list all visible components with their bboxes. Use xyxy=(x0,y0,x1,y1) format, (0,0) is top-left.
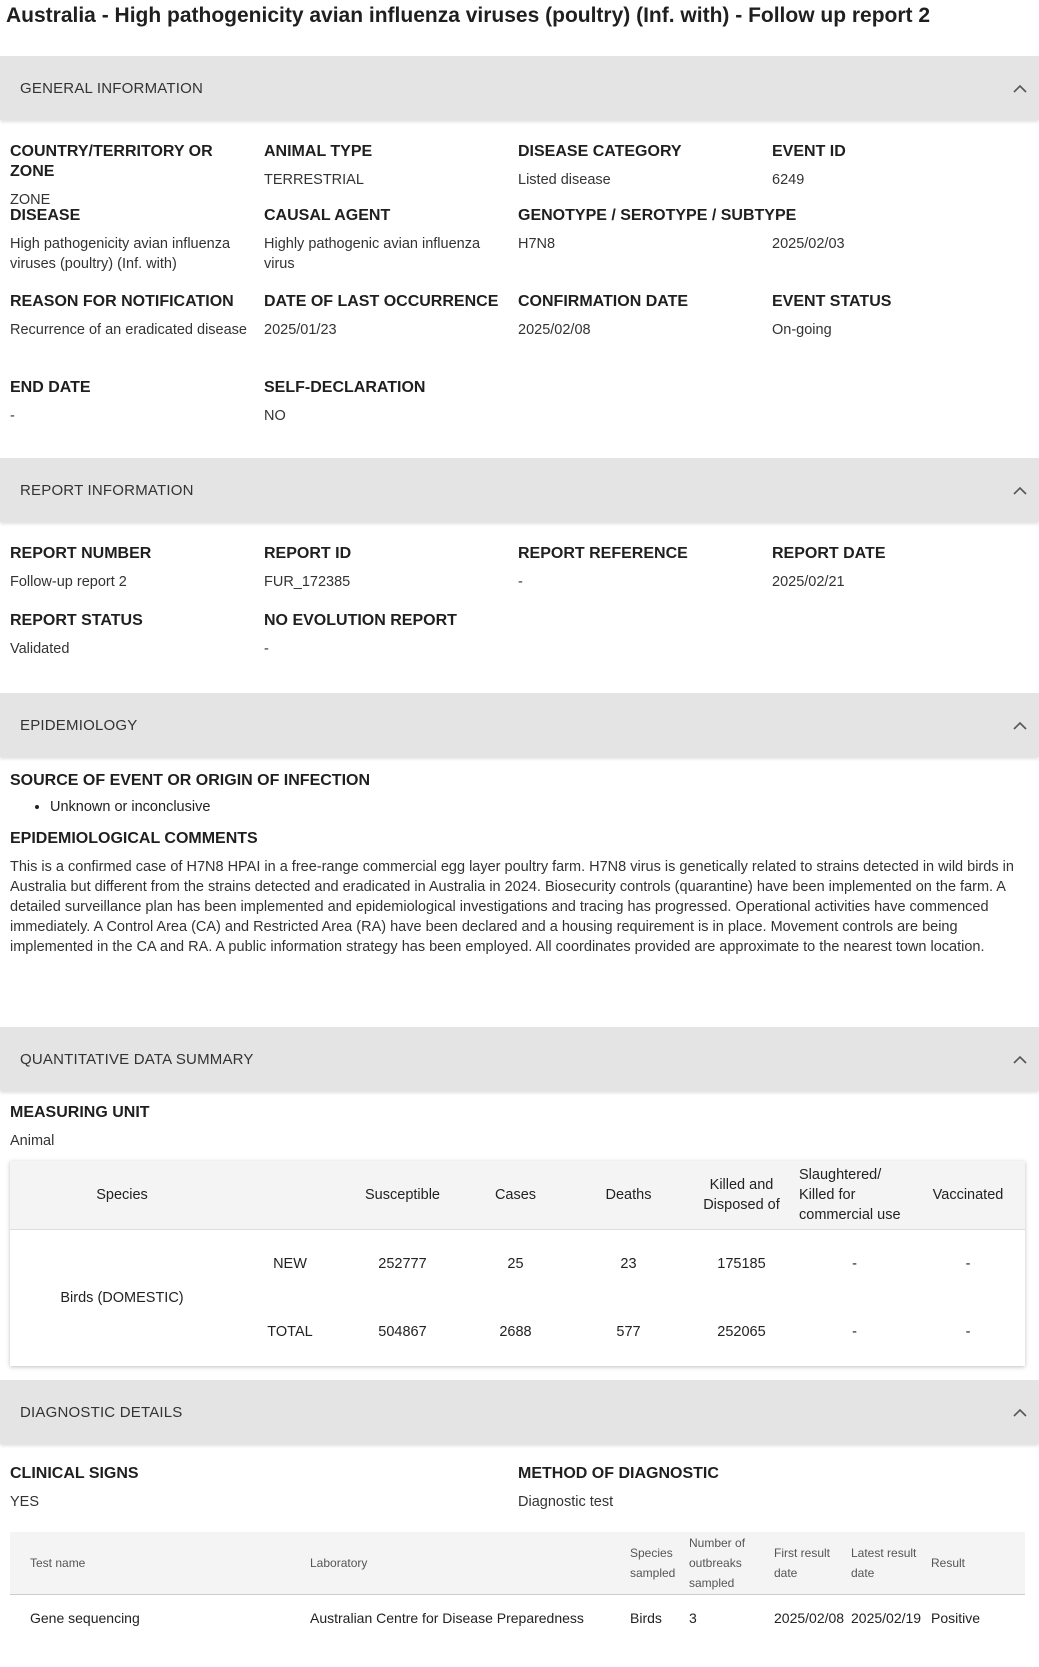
section-header-quantitative[interactable] xyxy=(0,1027,1039,1091)
field-label: REPORT REFERENCE xyxy=(518,545,688,562)
table-cell: Australian Centre for Disease Preparedness xyxy=(310,1610,584,1626)
field-label: CAUSAL AGENT xyxy=(264,207,391,224)
column-header: Species xyxy=(10,1161,234,1230)
quantitative-table-wrap xyxy=(10,1161,1025,1366)
chevron-up-icon[interactable] xyxy=(1011,1403,1029,1421)
column-header: Susceptible xyxy=(346,1161,459,1230)
section-header-diagnostic[interactable] xyxy=(0,1380,1039,1444)
field-label: METHOD OF DIAGNOSTIC xyxy=(518,1465,719,1482)
section-title: DIAGNOSTIC DETAILS xyxy=(20,1403,183,1421)
field-value: Animal xyxy=(10,1133,55,1149)
field-label: REPORT NUMBER xyxy=(10,545,152,562)
table-row xyxy=(10,1230,1025,1299)
table-cell: 2025/02/08 xyxy=(774,1610,845,1626)
quantitative-table xyxy=(10,1161,1025,1366)
column-header: Slaughtered/ Killed for commercial use xyxy=(798,1161,911,1230)
field-value: YES xyxy=(10,1494,40,1510)
section-title: QUANTITATIVE DATA SUMMARY xyxy=(20,1050,254,1068)
field-label: REASON FOR NOTIFICATION xyxy=(10,293,234,310)
section-title: GENERAL INFORMATION xyxy=(20,79,203,97)
field-value: Diagnostic test xyxy=(518,1494,614,1510)
table-cell: 577 xyxy=(616,1324,641,1340)
table-cell: 25 xyxy=(507,1256,524,1272)
table-cell: 252065 xyxy=(717,1324,766,1340)
diagnostic-table-wrap xyxy=(10,1532,1025,1641)
source-list xyxy=(10,799,1029,815)
field-label: CONFIRMATION DATE xyxy=(518,293,689,310)
column-header: Species sampled xyxy=(626,1532,685,1595)
field-label: DISEASE CATEGORY xyxy=(518,143,682,160)
field-label: DATE OF LAST OCCURRENCE xyxy=(264,293,499,310)
field-value: NO xyxy=(264,408,286,424)
field-value: 2025/02/08 xyxy=(518,322,591,338)
field-value: - xyxy=(518,574,523,590)
table-cell: 175185 xyxy=(717,1256,766,1272)
diagnostic-fields xyxy=(0,1444,1039,1532)
comments-text: This is a confirmed case of H7N8 HPAI in a free-range commercial egg layer poultry farm. H7N8 virus is genetically related to strains detected in wild birds in Australia but different from the strains detected and eradicated in Australia in 2024. Biosecurity controls (quarantine) have been implemented on the farm. A detailed surveillance plan has been implemented and epidemiological investigations and tracing has progressed. Operational activities have commenced immediately. A Control Area (CA) and Restricted Area (RA) have been declared and a housing requirement is in place. Movement controls are being implemented in the CA and RA. A public information strategy has been employed. All coordinates provided are approximate to the nearest town location. xyxy=(10,859,1014,955)
table-cell: Birds xyxy=(630,1610,662,1626)
field-value: On-going xyxy=(772,322,832,338)
field-label: MEASURING UNIT xyxy=(10,1104,150,1121)
field-value: TERRESTRIAL xyxy=(264,172,364,188)
chevron-up-icon[interactable] xyxy=(1011,79,1029,97)
report-row-1 xyxy=(0,544,1039,611)
table-cell: 504867 xyxy=(378,1324,427,1340)
field-label: SELF-DECLARATION xyxy=(264,379,426,396)
column-header: Cases xyxy=(459,1161,572,1230)
general-row-1 xyxy=(0,142,1039,206)
table-cell: 23 xyxy=(620,1256,637,1272)
field-value: 2025/01/23 xyxy=(264,322,337,338)
table-cell: - xyxy=(852,1324,857,1340)
column-header xyxy=(234,1161,346,1230)
field-label: REPORT DATE xyxy=(772,545,886,562)
field-label: EVENT STATUS xyxy=(772,293,892,310)
column-header: Killed and Disposed of xyxy=(685,1161,798,1230)
section-header-epidemiology[interactable] xyxy=(0,693,1039,757)
field-value: Listed disease xyxy=(518,172,611,188)
report-row-2 xyxy=(0,611,1039,693)
measuring-unit xyxy=(0,1091,1039,1161)
table-cell: Gene sequencing xyxy=(30,1610,140,1626)
field-label: CLINICAL SIGNS xyxy=(10,1465,139,1482)
table-cell: TOTAL xyxy=(267,1324,313,1340)
column-header: Laboratory xyxy=(306,1532,626,1595)
field-value: Recurrence of an eradicated disease xyxy=(10,322,247,338)
field-label: EVENT ID xyxy=(772,143,846,160)
table-cell: 2688 xyxy=(499,1324,532,1340)
table-cell: - xyxy=(965,1324,971,1340)
field-value: ZONE xyxy=(10,192,51,208)
field-label: ANIMAL TYPE xyxy=(264,143,373,160)
field-value: - xyxy=(264,641,269,657)
diagnostic-table xyxy=(10,1532,1025,1641)
table-cell: - xyxy=(965,1256,971,1272)
table-cell: - xyxy=(852,1256,857,1272)
general-row-4 xyxy=(0,378,1039,458)
field-label: REPORT ID xyxy=(264,545,352,562)
field-value: Highly pathogenic avian influenza virus xyxy=(264,236,481,272)
field-value: 6249 xyxy=(772,172,805,188)
field-value: Follow-up report 2 xyxy=(10,574,127,590)
table-header-row xyxy=(10,1532,1025,1595)
field-value: 2025/02/03 xyxy=(772,236,845,252)
chevron-up-icon[interactable] xyxy=(1011,1050,1029,1068)
field-value: H7N8 xyxy=(518,236,556,252)
species-cell: Birds (DOMESTIC) xyxy=(60,1290,184,1306)
section-title: REPORT INFORMATION xyxy=(20,481,194,499)
column-header: First result date xyxy=(770,1532,847,1595)
field-label: GENOTYPE / SEROTYPE / SUBTYPE xyxy=(518,207,797,224)
field-label: DISEASE xyxy=(10,207,81,224)
epidemiology-body xyxy=(0,757,1039,1027)
section-title: EPIDEMIOLOGY xyxy=(20,716,138,734)
page-title: Australia - High pathogenicity avian influenza viruses (poultry) (Inf. with) - Follow up report 2 xyxy=(6,4,931,27)
field-value: Validated xyxy=(10,641,70,657)
table-cell: NEW xyxy=(273,1256,307,1272)
list-item: • Unknown or inconclusive xyxy=(50,799,1029,815)
general-row-2 xyxy=(0,206,1039,292)
comments-label: EPIDEMIOLOGICAL COMMENTS xyxy=(10,830,258,847)
field-value: 2025/02/21 xyxy=(772,574,845,590)
field-value: FUR_172385 xyxy=(264,574,351,590)
table-row xyxy=(10,1595,1025,1642)
table-cell: 3 xyxy=(689,1610,697,1626)
field-label: REPORT STATUS xyxy=(10,612,143,629)
field-label: END DATE xyxy=(10,379,91,396)
table-header-row xyxy=(10,1161,1025,1230)
table-cell: 252777 xyxy=(378,1256,427,1272)
column-header: Test name xyxy=(10,1532,306,1595)
source-label: SOURCE OF EVENT OR ORIGIN OF INFECTION xyxy=(10,772,371,789)
column-header: Deaths xyxy=(572,1161,685,1230)
column-header: Result xyxy=(927,1532,1025,1595)
field-value: - xyxy=(10,408,15,424)
field-label: COUNTRY/TERRITORY OR ZONE xyxy=(10,143,213,180)
general-row-3 xyxy=(0,292,1039,378)
table-cell: Positive xyxy=(931,1610,981,1626)
table-cell: 2025/02/19 xyxy=(851,1610,922,1626)
chevron-up-icon[interactable] xyxy=(1011,481,1029,499)
section-header-general[interactable] xyxy=(0,56,1039,120)
column-header: Number of outbreaks sampled xyxy=(685,1532,770,1595)
field-label: NO EVOLUTION REPORT xyxy=(264,612,457,629)
chevron-up-icon[interactable] xyxy=(1011,716,1029,734)
field-value: High pathogenicity avian influenza viruses (poultry) (Inf. with) xyxy=(10,236,231,272)
column-header: Latest result date xyxy=(847,1532,927,1595)
column-header: Vaccinated xyxy=(911,1161,1025,1230)
section-header-report[interactable] xyxy=(0,458,1039,522)
